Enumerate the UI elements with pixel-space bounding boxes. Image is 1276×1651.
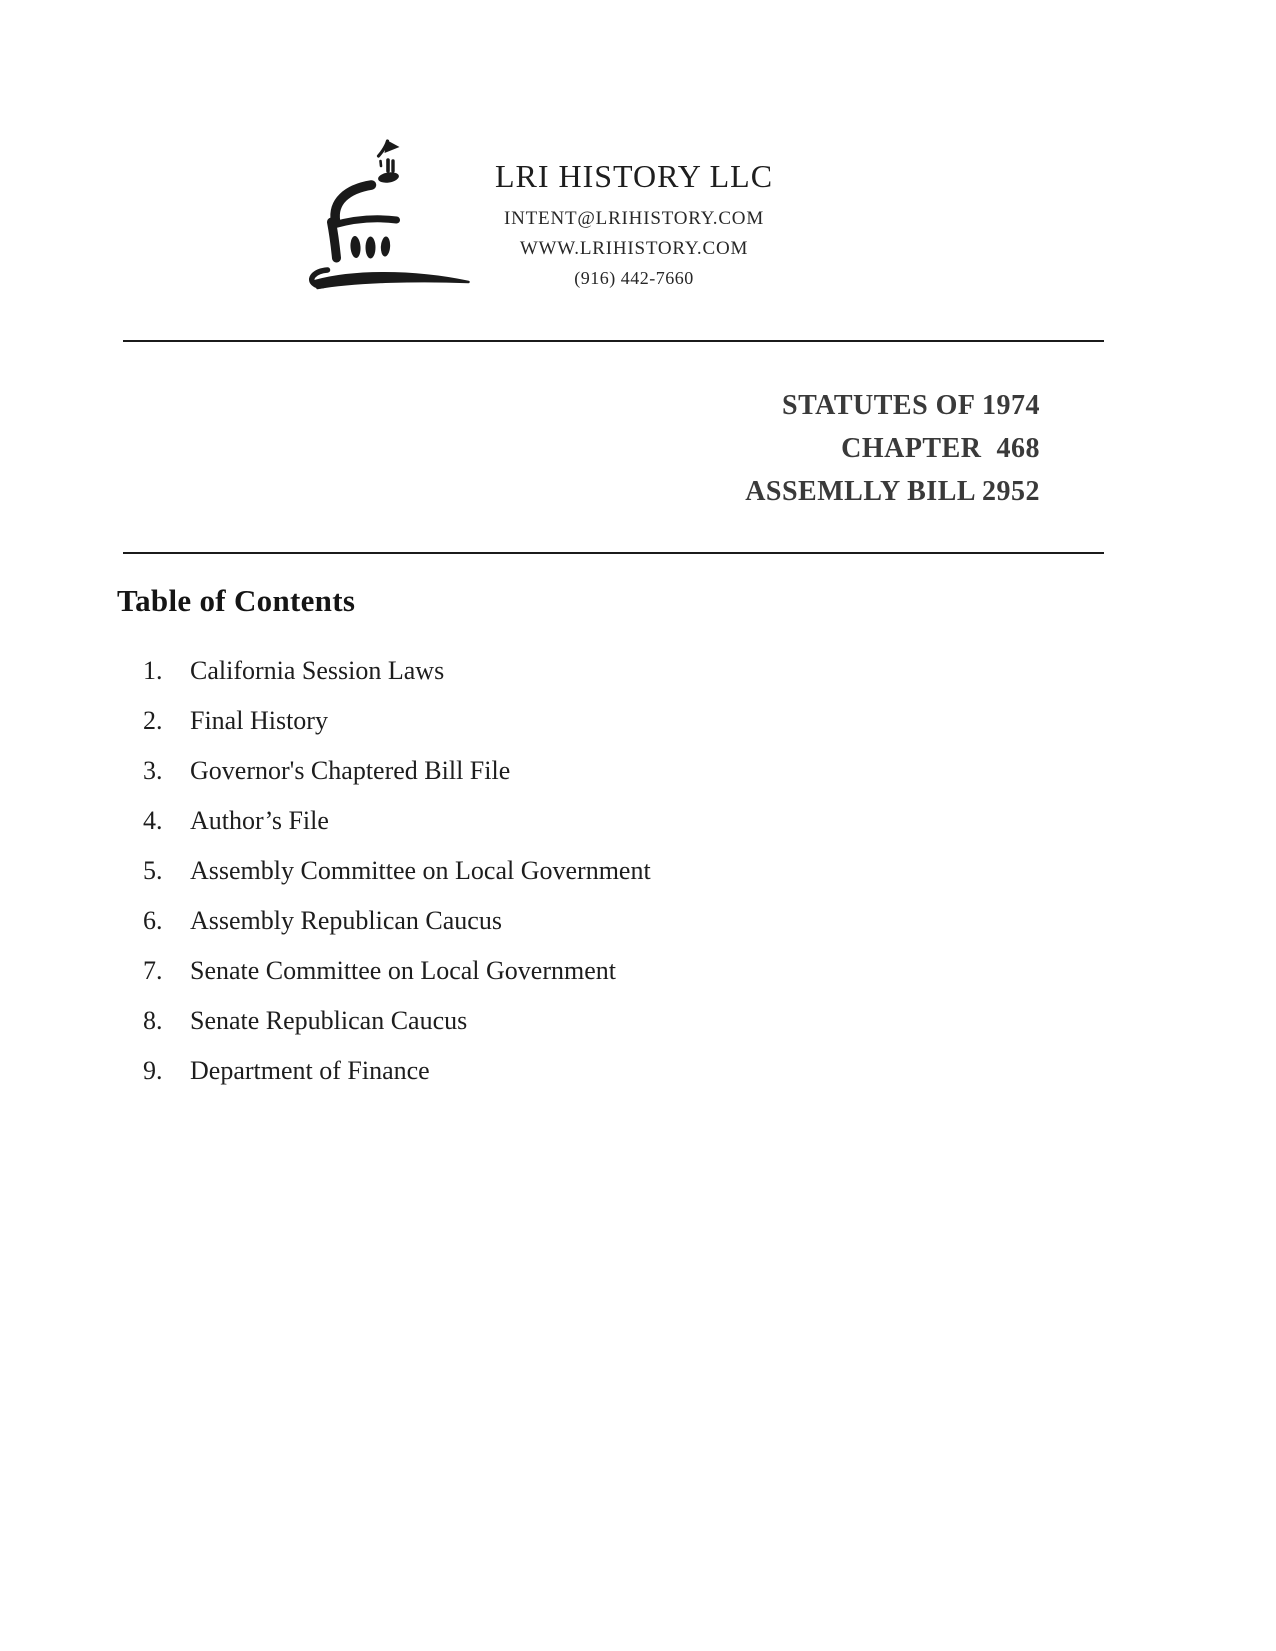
- toc-item-number: 9.: [143, 1056, 163, 1085]
- company-website: WWW.LRIHISTORY.COM: [519, 238, 749, 259]
- toc-item-number: 2.: [143, 706, 163, 735]
- toc-item: [143, 1046, 651, 1096]
- statutes-line: STATUTES OF 1974: [782, 390, 1040, 421]
- company-phone: (916) 442-7660: [574, 268, 694, 288]
- toc-item-label: Senate Republican Caucus: [190, 1006, 468, 1035]
- toc-item: [143, 696, 651, 746]
- toc-item-label: California Session Laws: [190, 656, 445, 685]
- toc-item-number: 8.: [143, 1006, 163, 1035]
- company-name: LRI HISTORY LLC: [494, 158, 774, 194]
- toc-item-number: 5.: [143, 856, 163, 885]
- toc-item-label: Governor's Chaptered Bill File: [190, 756, 511, 785]
- toc-item: [143, 846, 651, 896]
- toc-list: [143, 646, 651, 1096]
- toc-item: [143, 796, 651, 846]
- toc-item-number: 6.: [143, 906, 163, 935]
- toc-item-label: Department of Finance: [190, 1056, 430, 1085]
- toc-item: [143, 946, 651, 996]
- toc-item-label: Final History: [190, 706, 328, 735]
- toc-item: [143, 896, 651, 946]
- statute-reference: [745, 384, 1040, 513]
- toc-item-number: 3.: [143, 756, 163, 785]
- toc-item-number: 4.: [143, 806, 163, 835]
- toc-item: [143, 646, 651, 696]
- company-header: [450, 157, 818, 290]
- toc-item: [143, 746, 651, 796]
- toc-item-number: 1.: [143, 656, 163, 685]
- toc-item: [143, 996, 651, 1046]
- toc-item-label: Author’s File: [190, 806, 329, 835]
- company-email: INTENT@LRIHISTORY.COM: [503, 208, 765, 229]
- top-divider: [123, 340, 1104, 342]
- toc-item-label: Assembly Committee on Local Government: [190, 856, 651, 885]
- toc-title: Table of Contents: [117, 583, 356, 618]
- bottom-divider: [123, 552, 1104, 554]
- chapter-line: CHAPTER 468: [841, 433, 1040, 464]
- bill-line: ASSEMLLY BILL 2952: [745, 476, 1040, 507]
- toc-item-label: Senate Committee on Local Government: [190, 956, 616, 985]
- toc-item-label: Assembly Republican Caucus: [190, 906, 502, 935]
- capitol-dome-logo-icon: [300, 131, 475, 296]
- toc-item-number: 7.: [143, 956, 163, 985]
